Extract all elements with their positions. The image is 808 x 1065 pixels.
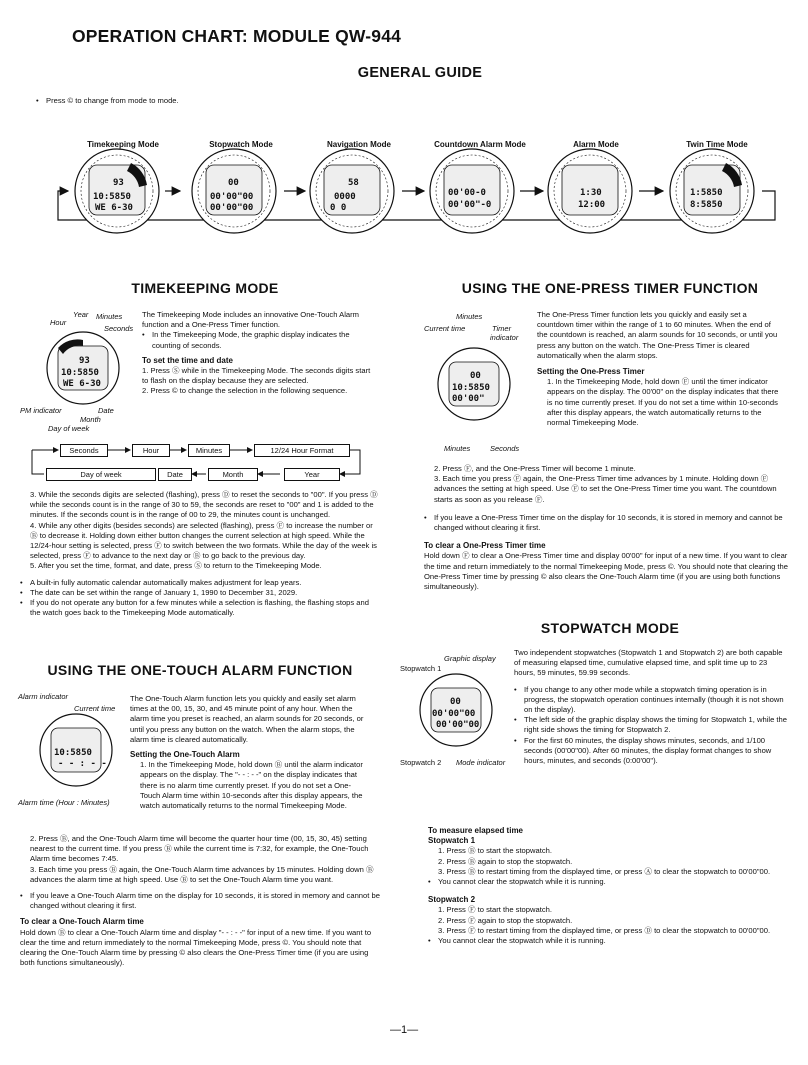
label-minutes: Minutes xyxy=(96,312,123,321)
timekeeping-steps-more xyxy=(20,490,380,618)
watch6-line3: 8:5850 xyxy=(690,200,723,210)
flow-month: Month xyxy=(208,468,258,481)
one-press-note: • If you leave a One-Press Timer time on the display for 10 seconds, it is stored in memory and cannot be changed without clearing it first. xyxy=(424,513,790,533)
watch5-line2: 1:30 xyxy=(580,188,602,198)
mode-label-stopwatch: Stopwatch Mode xyxy=(209,140,273,149)
timekeeping-step-5: 5. After you set the time, format, and date, press Ⓢ to return to the Timekeeping Mode. xyxy=(30,561,322,571)
mode-label-timekeeping: Timekeeping Mode xyxy=(87,140,159,149)
stopwatch-figure xyxy=(398,652,516,770)
general-guide-bullet: • Press © to change from mode to mode. xyxy=(36,96,346,106)
timekeeping-intro-bullet: • In the Timekeeping Mode, the graphic display indicates the counting of seconds. xyxy=(142,330,378,350)
label-graphic-display: Graphic display xyxy=(444,654,496,663)
timekeeping-step-1: 1. Press Ⓢ while in the Timekeeping Mode. The seconds digits start to flash on the display because they are selected. xyxy=(142,366,371,386)
label-seconds: Seconds xyxy=(104,324,134,333)
one-touch-steps-more xyxy=(20,834,380,968)
flow-1224: 12/24 Hour Format xyxy=(254,444,350,457)
label-alarm-time: Alarm time (Hour : Minutes) xyxy=(18,798,110,807)
one-press-clear-heading: To clear a One-Press Timer time xyxy=(424,541,546,551)
page-number: —1— xyxy=(390,1024,419,1036)
op-watch-line3: 00'00" xyxy=(452,394,485,404)
stopwatch-intro-block xyxy=(514,648,790,766)
sw1-step-3: 3. Press Ⓑ to restart timing from the displayed time, or press Ⓐ to clear the stopwatch to 00'00"00. xyxy=(438,866,771,876)
stopwatch-measure-heading: To measure elapsed time xyxy=(428,826,523,835)
timekeeping-figure xyxy=(18,308,143,436)
op-watch-line1: 00 xyxy=(470,371,481,381)
label-pm: PM indicator xyxy=(20,406,62,415)
flow-year: Year xyxy=(284,468,340,481)
watch2-line1: 00 xyxy=(228,178,239,188)
tk-watch-line3: WE 6-30 xyxy=(63,379,101,389)
flow-minutes: Minutes xyxy=(188,444,230,457)
sw-watch-line2: 00'00"00 xyxy=(432,709,476,719)
label-month: Month xyxy=(80,415,101,424)
watch3-line1: 58 xyxy=(348,178,359,188)
one-press-step-2: 2. Press Ⓕ, and the One-Press Timer will become 1 minute. xyxy=(434,464,636,473)
sw1-note: • You cannot clear the stopwatch while it is running. xyxy=(428,877,790,887)
watch2-line3: 00'00"00 xyxy=(210,203,254,213)
sw1-step-2: 2. Press Ⓑ again to stop the stopwatch. xyxy=(438,856,573,866)
setting-sequence xyxy=(30,444,370,484)
timekeeping-note-3: • If you do not operate any button for a few minutes while a selection is flashing, the flashing stops and the watch goes back to the Timekeeping Mode automatically. xyxy=(20,598,380,618)
stopwatch2-heading: Stopwatch 2 xyxy=(428,895,476,905)
one-press-heading: USING THE ONE-PRESS TIMER FUNCTION xyxy=(461,280,759,296)
one-touch-clear-heading: To clear a One-Touch Alarm time xyxy=(20,917,144,927)
sw1-step-1: 1. Press Ⓑ to start the stopwatch. xyxy=(438,846,552,856)
timekeeping-set-heading: To set the time and date xyxy=(142,355,233,365)
mode-label-countdown: Countdown Alarm Mode xyxy=(434,140,526,149)
op-watch-line2: 10:5850 xyxy=(452,383,490,393)
timekeeping-heading: TIMEKEEPING MODE xyxy=(131,280,279,296)
one-press-step-1: 1. In the Timekeeping Mode, hold down Ⓕ until the timer indicator appears on the display. The 00'00" on the display indicates that there is no time currently preset. If you do not set a time within 10-seconds after this display appears, the watch automatically returns to the normal Timekeeping Mode. xyxy=(547,377,779,428)
timekeeping-intro-block xyxy=(142,310,378,397)
mode-label-alarm: Alarm Mode xyxy=(573,140,619,149)
stopwatch1-heading: Stopwatch 1 xyxy=(428,836,476,846)
one-press-steps-more xyxy=(424,464,790,592)
label-date: Date xyxy=(98,406,114,415)
sw2-step-1: 1. Press Ⓕ to start the stopwatch. xyxy=(438,905,552,915)
ot-watch-line3: - - : - - xyxy=(58,759,107,769)
label-op-minutes-b: Minutes xyxy=(444,444,471,453)
one-touch-step-3: 3. Each time you press Ⓑ again, the One-Touch Alarm time advances by 15 minutes. Holding down Ⓑ advances the alarm time at high speed. Use Ⓑ to set the One-Touch Alarm time you want. xyxy=(30,864,374,884)
timekeeping-step-4: 4. While any other digits (besides seconds) are selected (flashing), press Ⓕ to increase the number or Ⓑ to decrease it. Holding down either button changes the current selection at high speed. While the 12/24-hour setting is selected, press Ⓕ to switch between the two formats. While the day of the week is selected, press Ⓕ to advance to the next day or Ⓑ to go back to the previous day. xyxy=(30,520,377,561)
one-press-intro: The One-Press Timer function lets you quickly and easily set a countdown timer within the range of 1 to 60 minutes. When the end of the countdown is reached, an alarm sounds for 10 seconds, or until you press any button on the watch. The One-Press Timer is cleared automatically when the alarm stops. xyxy=(537,310,778,360)
stopwatch-bullet-2: • The left side of the graphic display shows the timing for Stopwatch 1, while the right side shows the timing for Stopwatch 2. xyxy=(514,715,790,735)
sw-watch-line1: 00 xyxy=(450,697,461,707)
label-dow: Day of week xyxy=(48,424,90,433)
label-op-indicator: indicator xyxy=(490,333,519,342)
watch1-line3: WE 6-30 xyxy=(95,203,133,213)
timekeeping-step-3: 3. While the seconds digits are selected (flashing), press Ⓓ to reset the seconds to "00". If you press Ⓓ while the seconds count is in the range of 30 to 59, the seconds are reset to "00" and 1 is added to the minutes. If the seconds count is in the range of 00 to 29, the minutes count is unchanged. xyxy=(30,490,378,520)
watch1-line1: 93 xyxy=(113,178,124,188)
general-guide-heading: GENERAL GUIDE xyxy=(357,65,483,81)
one-touch-heading: USING THE ONE-TOUCH ALARM FUNCTION xyxy=(47,662,353,678)
one-press-clear-text: Hold down Ⓕ to clear a One-Press Timer time and display 00'00" for input of a new time. If you want to clear the time and return immediately to the normal Timekeeping Mode, press ©. You should note that clearing the One-Press Timer time by pressing © also clears the One-Touch Alarm time (if you are using both functions simultaneously). xyxy=(424,551,788,592)
label-op-minutes: Minutes xyxy=(456,312,483,321)
stopwatch-measure-block xyxy=(428,826,790,946)
watch5-line3: 12:00 xyxy=(578,200,606,210)
one-press-set-heading: Setting the One-Press Timer xyxy=(537,367,645,377)
mode-flow xyxy=(0,135,808,235)
one-touch-step-2: 2. Press Ⓑ, and the One-Touch Alarm time will become the quarter hour time (00, 15, 30, 45) setting nearest to the current time. If you press Ⓑ while the current time is 7:32, for example, the One-Touch Alarm time becomes 7:45. xyxy=(30,834,369,864)
one-press-intro-block xyxy=(537,310,783,428)
watch4-line3: 00'00"-0 xyxy=(448,200,492,210)
ot-watch-line2: 10:5850 xyxy=(54,748,92,758)
sw-watch-line3: 00'00"00 xyxy=(436,720,480,730)
watch2-line2: 00'00"00 xyxy=(210,192,254,202)
mode-label-twintime: Twin Time Mode xyxy=(686,140,748,149)
page-title: OPERATION CHART: MODULE QW-944 xyxy=(72,26,402,46)
stopwatch-intro: Two independent stopwatches (Stopwatch 1 and Stopwatch 2) are both capable of measuring elapsed time, cumulative elapsed time, and split time up to 23 hours, 59 minutes, 59.99 seconds. xyxy=(514,648,783,678)
label-op-seconds: Seconds xyxy=(490,444,520,453)
timekeeping-note-2: • The date can be set within the range of January 1, 1990 to December 31, 2029. xyxy=(20,588,380,598)
timekeeping-intro: The Timekeeping Mode includes an innovative One-Touch Alarm function and a One-Press Timer function. xyxy=(142,310,359,330)
one-touch-set-heading: Setting the One-Touch Alarm xyxy=(130,750,240,760)
flow-dow: Day of week xyxy=(46,468,156,481)
timekeeping-step-2: 2. Press © to change the selection in the following sequence. xyxy=(142,386,348,396)
flow-seconds: Seconds xyxy=(60,444,108,457)
watch6-line2: 1:5850 xyxy=(690,188,723,198)
watch3-line2: 0000 xyxy=(334,192,356,202)
stopwatch-heading: STOPWATCH MODE xyxy=(540,620,680,636)
one-touch-intro-block xyxy=(130,694,370,811)
one-touch-figure xyxy=(18,692,133,810)
watch1-line2: 10:5850 xyxy=(93,192,131,202)
stopwatch-bullet-1: • If you change to any other mode while a stopwatch timing operation is in progress, the stopwatch operation continues internally (though it is not shown on the display). xyxy=(514,685,790,716)
flow-date: Date xyxy=(158,468,192,481)
sw2-note: • You cannot clear the stopwatch while it is running. xyxy=(428,936,790,946)
tk-watch-line1: 93 xyxy=(79,356,90,366)
one-touch-intro: The One-Touch Alarm function lets you quickly and easily set alarm times at the 00, 15, 30, and 45 minute point of any hour. When the alarm time you preset is reached, an alarm sounds for 20 seconds, or until you press any button on the watch. When the alarm stops, the alarm time is cleared automatically. xyxy=(130,694,364,744)
one-press-figure xyxy=(414,308,539,458)
label-sw2: Stopwatch 2 xyxy=(400,758,442,767)
sw2-step-3: 3. Press Ⓕ to restart timing from the displayed time, or press Ⓓ to clear the stopwatch to 00'00"00. xyxy=(438,925,771,935)
label-current-time: Current time xyxy=(74,704,116,713)
flow-hour: Hour xyxy=(132,444,170,457)
one-touch-step-1: 1. In the Timekeeping Mode, hold down Ⓑ until the alarm indicator appears on the display. The "- - : - -" on the display indicates that there is no alarm time currently preset. If you do not set a One-Touch Alarm time within 10-seconds after this display appears, the watch automatically returns to the normal Timekeeping Mode. xyxy=(140,760,363,811)
label-sw1: Stopwatch 1 xyxy=(400,664,442,673)
tk-watch-line2: 10:5850 xyxy=(61,368,99,378)
timekeeping-note-1: • A built-in fully automatic calendar automatically makes adjustment for leap years. xyxy=(20,578,380,588)
mode-label-navigation: Navigation Mode xyxy=(326,140,391,149)
mode-flow-diagram xyxy=(0,135,808,235)
watch4-line2: 00'00-0 xyxy=(448,188,486,198)
label-alarm-indicator: Alarm indicator xyxy=(18,692,69,701)
sw2-step-2: 2. Press Ⓕ again to stop the stopwatch. xyxy=(438,915,573,925)
one-press-step-3: 3. Each time you press Ⓕ again, the One-Press Timer time advances by 1 minute. Holding down Ⓕ advances the setting at high speed. Use Ⓕ to set the One-Press Timer time you want. The countdown starts as soon as you release Ⓕ. xyxy=(434,474,777,504)
label-hour: Hour xyxy=(50,318,67,327)
label-mode-indicator: Mode indicator xyxy=(456,758,506,767)
label-op-timer: Timer xyxy=(492,324,512,333)
label-op-current-time: Current time xyxy=(424,324,466,333)
label-year: Year xyxy=(73,310,89,319)
one-touch-clear-text: Hold down Ⓑ to clear a One-Touch Alarm time and display "- - : - -" for input of a new time. If you want to clear the time and return immediately to the normal Timekeeping Mode, press ©. You should note that clearing the One-Touch Alarm time by pressing © also clears the One-Press Timer time (if you are using both functions simultaneously). xyxy=(20,927,372,968)
watch3-line3: 0 0 xyxy=(330,203,347,213)
one-touch-note: • If you leave a One-Touch Alarm time on the display for 10 seconds, it is stored in memory and cannot be changed without clearing it first. xyxy=(20,891,380,911)
stopwatch-bullet-3: • For the first 60 minutes, the display shows minutes, seconds, and 1/100 seconds (00'00"00). After 60 minutes, the display format changes to show hours, minutes, and seconds (0:00'00"). xyxy=(514,736,790,767)
